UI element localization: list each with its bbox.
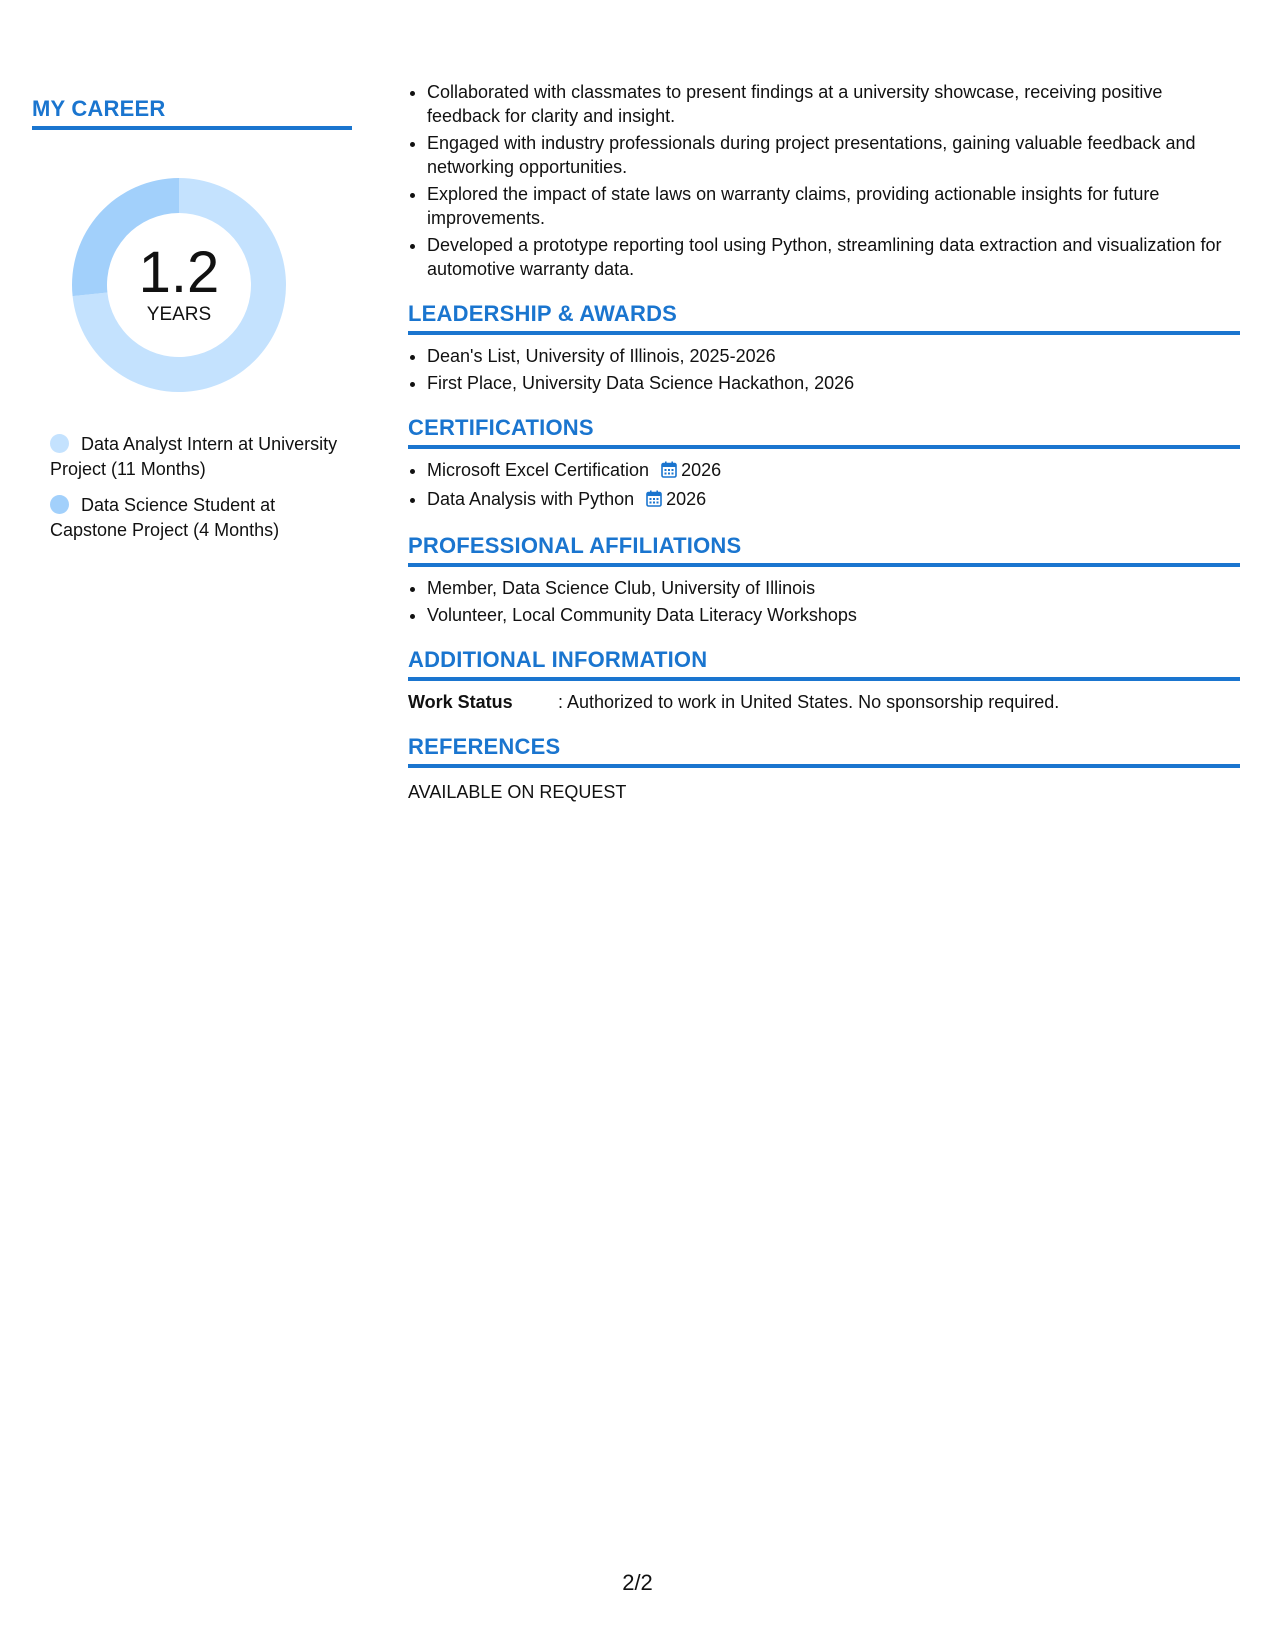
certification-year: 2026	[681, 460, 722, 480]
work-status-label: Work Status	[408, 692, 513, 712]
work-status-row	[408, 690, 1240, 714]
right-column	[408, 80, 1240, 804]
career-legend-label: Data Science Student at Capstone Project (4 Months)	[50, 495, 280, 540]
experience-bullet: • Developed a prototype reporting tool using Python, streamlining data extraction and visualization for automotive warranty data.	[427, 233, 1240, 281]
donut-center	[66, 172, 292, 398]
leadership-section-title: LEADERSHIP & AWARDS	[408, 301, 1240, 335]
calendar-icon	[661, 460, 677, 484]
career-legend-item	[50, 432, 352, 482]
experience-bullet-list	[408, 80, 1240, 281]
experience-bullet: • Collaborated with classmates to present findings at a university showcase, receiving positive feedback for clarity and insight.	[427, 80, 1240, 128]
leadership-list	[408, 344, 1240, 395]
leadership-item: • Dean's List, University of Illinois, 2025-2026	[427, 344, 1240, 368]
affiliation-item: • Volunteer, Local Community Data Literacy Workshops	[427, 603, 1240, 627]
experience-bullet: • Explored the impact of state laws on warranty claims, providing actionable insights for future improvements.	[427, 182, 1240, 230]
affiliation-item: • Member, Data Science Club, University of Illinois	[427, 576, 1240, 600]
certification-name: Data Analysis with Python	[427, 489, 635, 509]
certification-year: 2026	[666, 489, 707, 509]
career-total-unit: YEARS	[146, 304, 212, 325]
legend-dot-icon	[50, 434, 69, 453]
certifications-list	[408, 458, 1240, 513]
career-section-title: MY CAREER	[32, 96, 352, 130]
certification-item	[427, 487, 1240, 513]
certification-name: Microsoft Excel Certification	[427, 460, 650, 480]
legend-dot-icon	[50, 495, 69, 514]
certification-item	[427, 458, 1240, 484]
work-status-value: : Authorized to work in United States. No sponsorship required.	[558, 692, 1060, 712]
calendar-icon	[646, 489, 662, 513]
career-legend	[50, 432, 352, 543]
career-total-value: 1.2	[138, 240, 220, 305]
references-section-title: REFERENCES	[408, 734, 1240, 768]
additional-info-section-title: ADDITIONAL INFORMATION	[408, 647, 1240, 681]
page-number: 2/2	[622, 1570, 653, 1595]
experience-bullet: • Engaged with industry professionals during project presentations, gaining valuable feedback and networking opportunities.	[427, 131, 1240, 179]
leadership-item: • First Place, University Data Science Hackathon, 2026	[427, 371, 1240, 395]
career-donut-chart	[66, 172, 292, 398]
references-text: AVAILABLE ON REQUEST	[408, 782, 627, 802]
career-legend-item	[50, 493, 352, 543]
affiliations-section-title: PROFESSIONAL AFFILIATIONS	[408, 533, 1240, 567]
career-legend-label: Data Analyst Intern at University Project (11 Months)	[50, 434, 338, 479]
left-column	[32, 96, 352, 554]
affiliations-list	[408, 576, 1240, 627]
certifications-section-title: CERTIFICATIONS	[408, 415, 1240, 449]
